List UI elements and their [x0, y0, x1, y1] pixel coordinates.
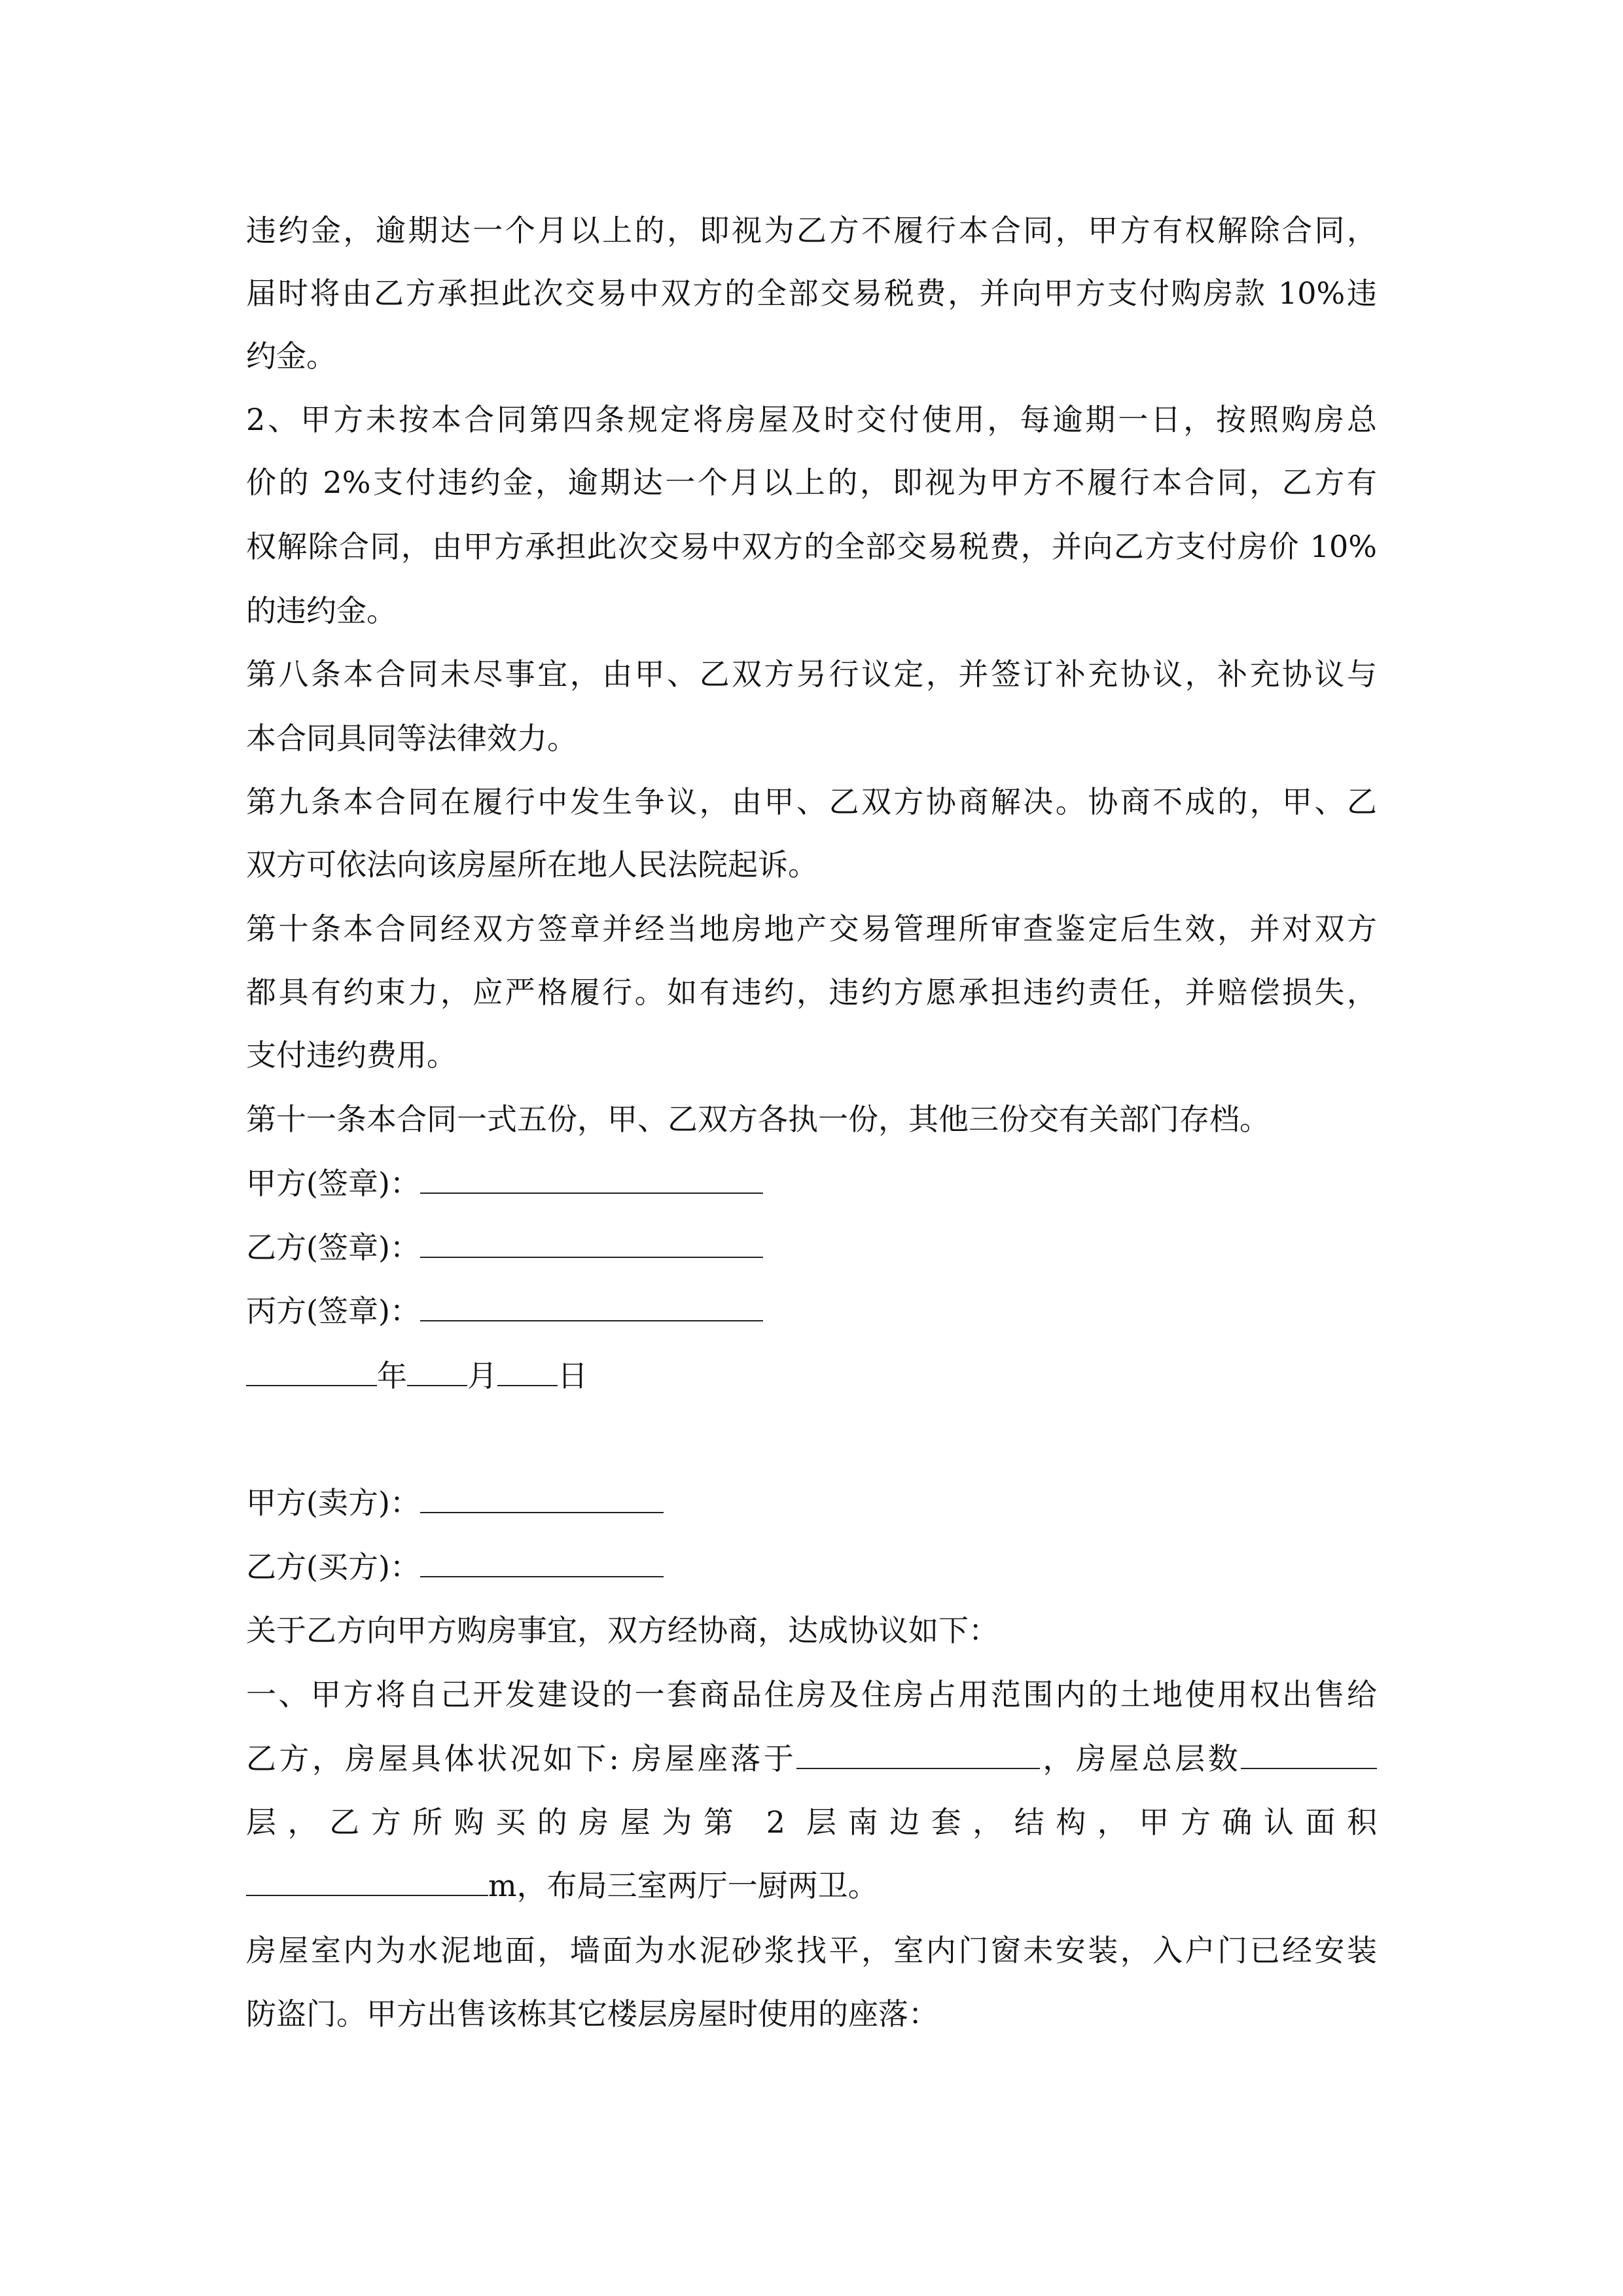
body-line: 第十一条本合同一式五份，甲、乙双方各执一份，其他三份交有关部门存档。: [246, 1102, 1270, 1137]
body-line: 价的 2%支付违约金，逾期达一个月以上的，即视为甲方不履行本合同，乙方有: [246, 465, 1377, 500]
body-line: 支付违约费用。: [246, 1037, 457, 1073]
day-field[interactable]: [497, 1356, 558, 1386]
day-label: 日: [558, 1358, 588, 1393]
clause1-line: [246, 1739, 1377, 1778]
floors-field[interactable]: [1241, 1739, 1377, 1769]
year-label: 年: [377, 1358, 407, 1393]
body-line: 第九条本合同在履行中发生争议，由甲、乙双方协商解决。协商不成的，甲、乙: [246, 784, 1377, 819]
signature-label: 乙方(签章)：: [246, 1230, 420, 1265]
location-field[interactable]: [796, 1739, 1040, 1769]
date-line: [246, 1356, 588, 1395]
signature-field-party-b[interactable]: [420, 1228, 763, 1258]
clause1-line: [246, 1866, 878, 1905]
buyer-field[interactable]: [420, 1547, 664, 1577]
year-field[interactable]: [246, 1356, 377, 1386]
body-line: 第十条本合同经双方签章并经当地房地产交易管理所审查鉴定后生效，并对双方: [246, 911, 1377, 946]
signature-line-party-b: [246, 1228, 763, 1267]
intro-line: 关于乙方向甲方购房事宜，双方经协商，达成协议如下：: [246, 1613, 999, 1648]
buyer-line: [246, 1547, 664, 1587]
seller-label: 甲方(卖方)：: [246, 1485, 420, 1520]
body-line: 2、甲方未按本合同第四条规定将房屋及时交付使用，每逾期一日，按照购房总: [246, 402, 1377, 437]
body-line: 都具有约束力，应严格履行。如有违约，违约方愿承担违约责任，并赔偿损失，: [246, 975, 1377, 1010]
month-label: 月: [467, 1358, 497, 1393]
body-line: 届时将由乙方承担此次交易中双方的全部交易税费，并向甲方支付购房款 10%违: [246, 276, 1377, 311]
body-line: 第八条本合同未尽事宜，由甲、乙双方另行议定，并签订补充协议，补充协议与: [246, 656, 1377, 692]
body-line: 权解除合同，由甲方承担此次交易中双方的全部交易税费，并向乙方支付房价 10%: [246, 529, 1377, 564]
area-label: m，布局三室两厅一厨两卫。: [488, 1868, 878, 1903]
body-line: 约金。: [246, 338, 336, 374]
signature-field-party-a[interactable]: [420, 1164, 763, 1194]
location-label: 乙方，房屋具体状况如下: 房屋座落于: [246, 1741, 797, 1776]
seller-line: [246, 1483, 664, 1522]
body-line: 房屋室内为水泥地面，墙面为水泥砂浆找平，室内门窗未安装，入户门已经安装: [246, 1933, 1377, 1968]
area-field[interactable]: [246, 1866, 488, 1896]
signature-line-party-a: [246, 1164, 763, 1203]
body-line: 本合同具同等法律效力。: [246, 721, 577, 756]
body-line: 双方可依法向该房屋所在地人民法院起诉。: [246, 847, 818, 882]
buyer-label: 乙方(买方)：: [246, 1549, 420, 1585]
signature-label: 丙方(签章)：: [246, 1293, 420, 1329]
signature-line-party-c: [246, 1291, 763, 1331]
month-field[interactable]: [407, 1356, 467, 1386]
seller-field[interactable]: [420, 1483, 664, 1513]
body-line: 防盗门。甲方出售该栋其它楼层房屋时使用的座落：: [246, 1996, 938, 2032]
floors-label: ，房屋总层数: [1040, 1741, 1241, 1776]
clause1-line: 一、甲方将自己开发建设的一套商品住房及住房占用范围内的土地使用权出售给: [246, 1677, 1377, 1712]
clause1-line: 层，乙方所购买的房屋为第 2 层南边套，结构，甲方确认面积: [246, 1804, 1377, 1840]
body-line: 违约金，逾期达一个月以上的，即视为乙方不履行本合同，甲方有权解除合同，: [246, 213, 1377, 248]
body-line: 的违约金。: [246, 593, 397, 628]
signature-label: 甲方(签章)：: [246, 1166, 420, 1201]
signature-field-party-c[interactable]: [420, 1291, 763, 1321]
